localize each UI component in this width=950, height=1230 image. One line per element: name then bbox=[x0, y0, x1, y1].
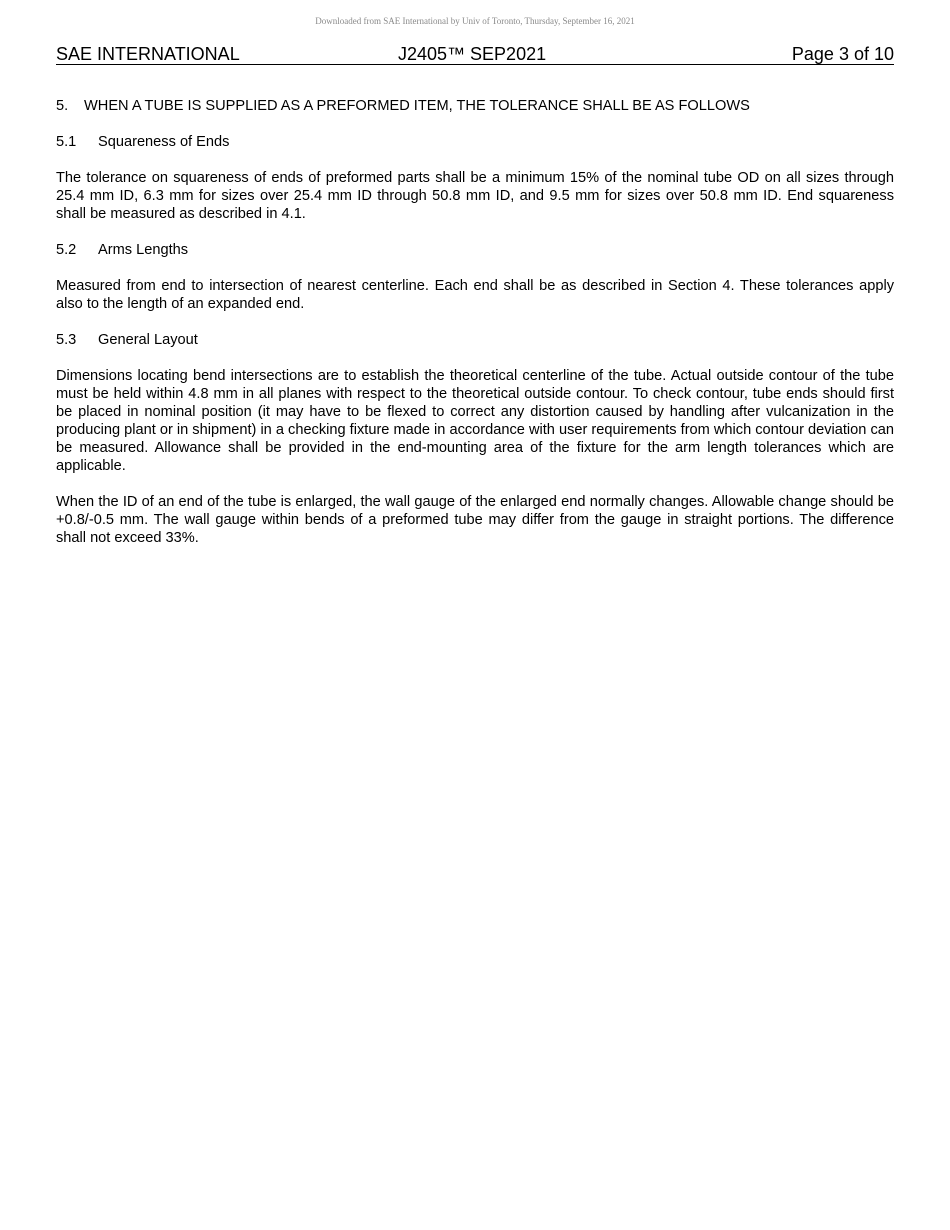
section-5-1-heading bbox=[56, 133, 894, 151]
section-number: 5.3 bbox=[56, 332, 77, 348]
section-number: 5.2 bbox=[56, 242, 77, 258]
section-5-2-heading bbox=[56, 241, 894, 259]
section-title: Arms Lengths bbox=[98, 242, 189, 258]
section-5-2-paragraph: Measured from end to intersection of nearest centerline. Each end shall be as described in Section 4. These tolerances apply also to the length of an expanded end. bbox=[56, 278, 894, 312]
section-5-3-paragraph-1: Dimensions locating bend intersections are to establish the theoretical centerline of the tube. Actual outside contour of the tube must be held within 4.8 mm in all planes with respect to the theoretical outside contour. To check contour, tube ends should first be placed in nominal position (it may have to be flexed to correct any distortion caused by handling after vulcanization in the producing plant or in shipment) in a checking fixture made in accordance with user requirements from which contour deviation can be measured. Allowance shall be provided in the end-mounting area of the fixture for the arm length tolerances which are applicable. bbox=[56, 368, 894, 474]
section-number: 5.1 bbox=[56, 134, 77, 150]
section-5-3-heading bbox=[56, 331, 894, 349]
section-title: Squareness of Ends bbox=[98, 134, 230, 150]
header-page-number: Page 3 of 10 bbox=[791, 44, 894, 64]
section-title: General Layout bbox=[98, 332, 198, 348]
section-number: 5. bbox=[56, 98, 69, 114]
header-document-id: J2405™ SEP2021 bbox=[398, 44, 547, 64]
section-5-heading bbox=[56, 97, 894, 115]
page-header bbox=[56, 44, 894, 65]
download-watermark: Downloaded from SAE International by Univ of Toronto, Thursday, September 16, 2021 bbox=[315, 16, 635, 26]
section-5-3-paragraph-2: When the ID of an end of the tube is enlarged, the wall gauge of the enlarged end normally changes. Allowable change should be +0.8/-0.5 mm. The wall gauge within bends of a preformed tube may differ from the gauge in straight portions. The difference shall not exceed 33%. bbox=[56, 494, 894, 546]
section-title: WHEN A TUBE IS SUPPLIED AS A PREFORMED ITEM, THE TOLERANCE SHALL BE AS FOLLOWS bbox=[84, 98, 750, 114]
header-organization: SAE INTERNATIONAL bbox=[56, 44, 240, 64]
section-5-1-paragraph: The tolerance on squareness of ends of preformed parts shall be a minimum 15% of the nominal tube OD on all sizes through 25.4 mm ID, 6.3 mm for sizes over 25.4 mm ID through 50.8 mm ID, and 9.5 mm for sizes over 50.8 mm ID. End squareness shall be measured as described in 4.1. bbox=[56, 170, 894, 222]
document-body bbox=[56, 97, 894, 565]
